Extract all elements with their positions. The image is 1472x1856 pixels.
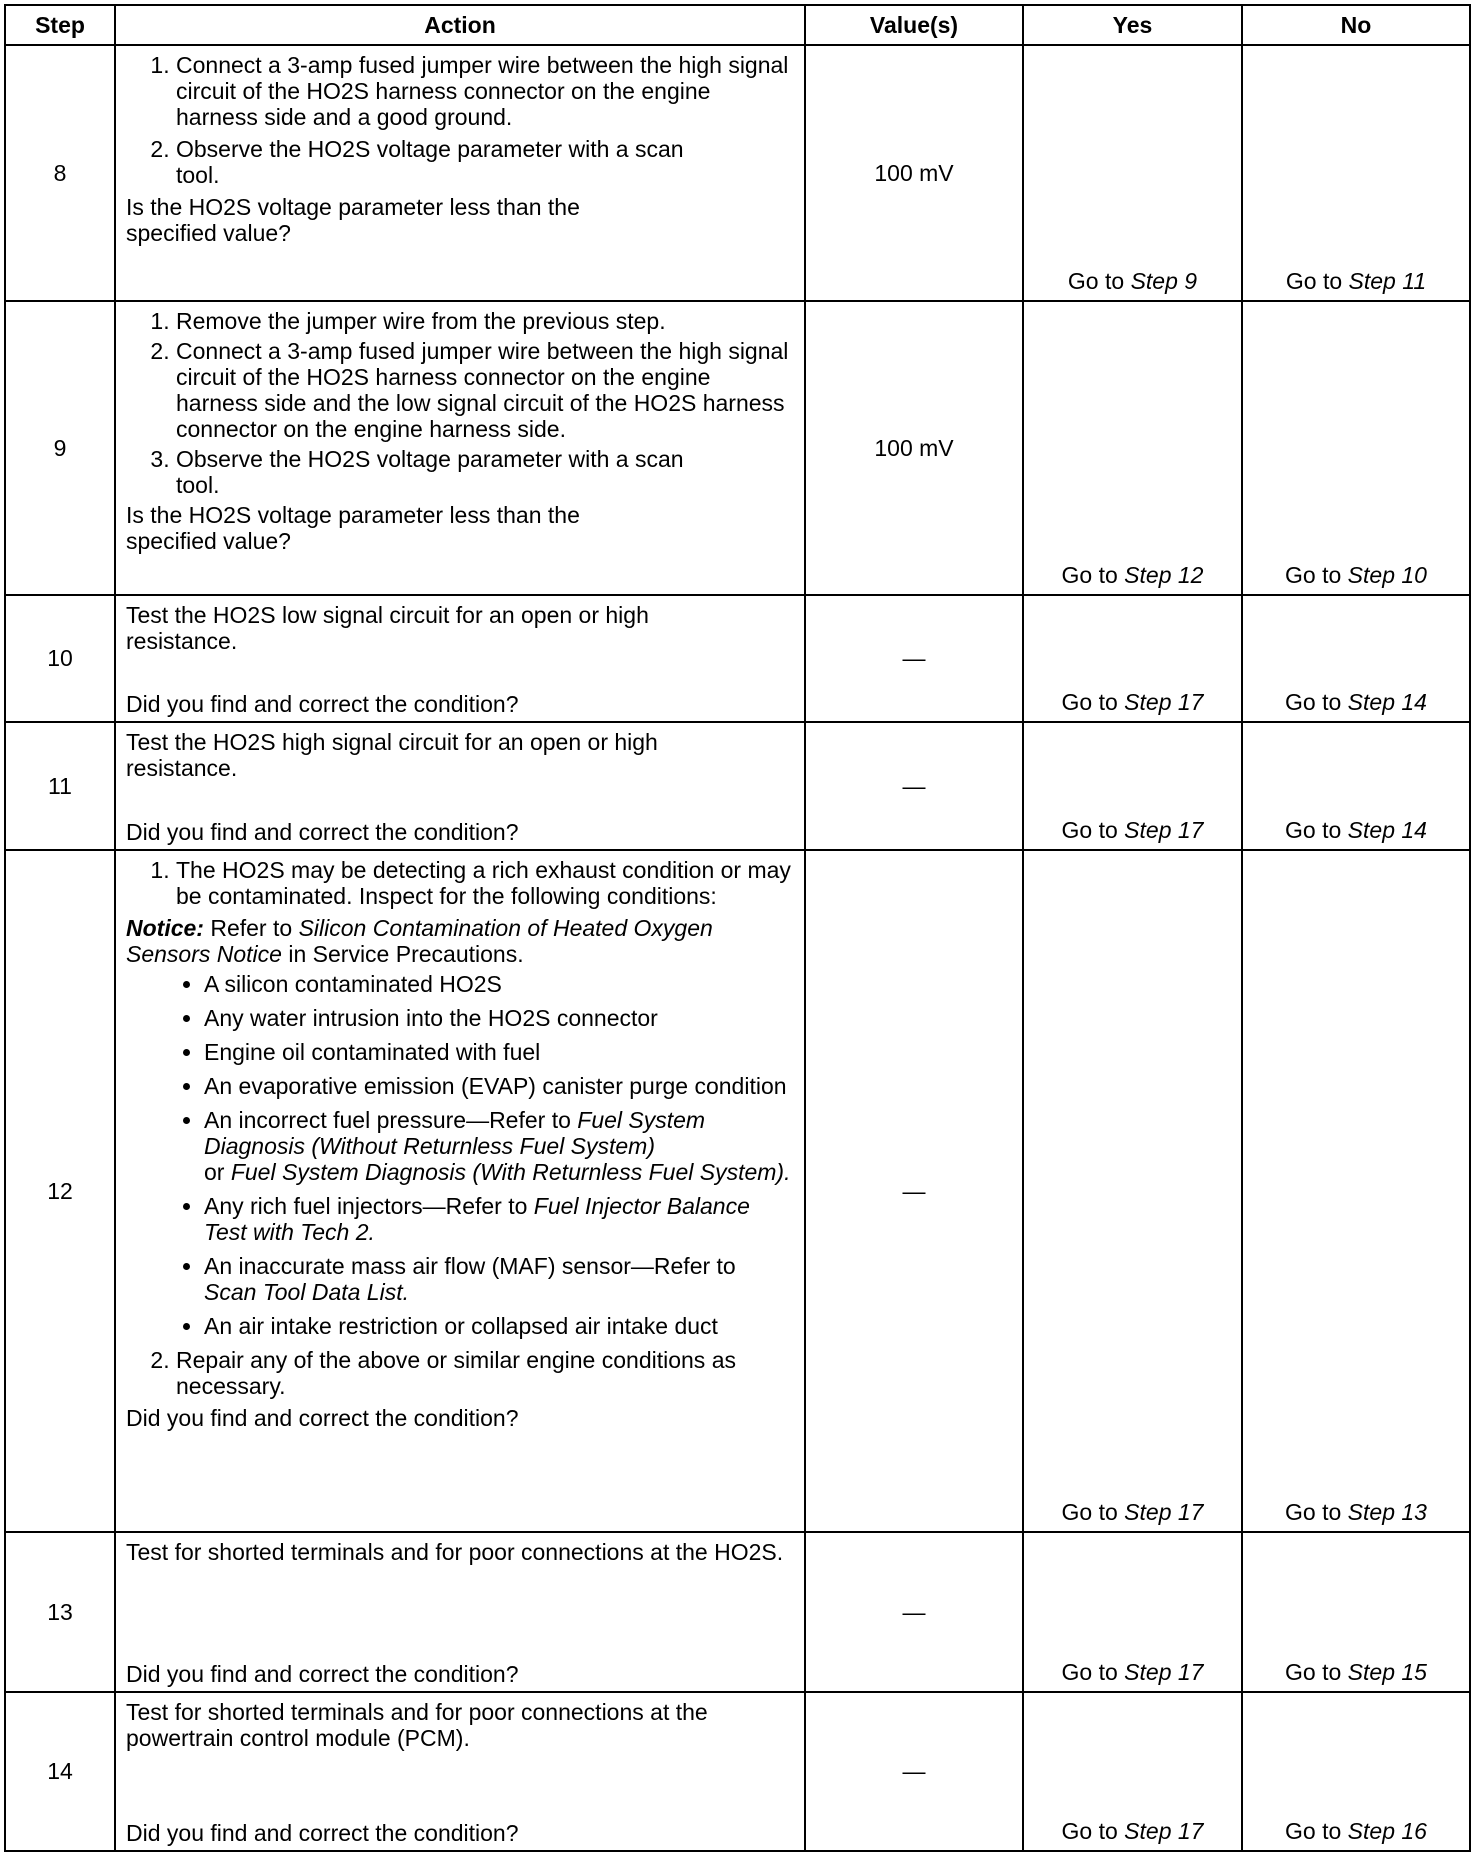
value-cell: — — [805, 1692, 1023, 1851]
go-to-label: Go to — [1061, 689, 1118, 716]
header-no: No — [1242, 5, 1470, 45]
step-number: 9 — [5, 301, 115, 595]
yes-cell — [1023, 595, 1242, 722]
step-number: 10 — [5, 595, 115, 722]
no-cell — [1242, 301, 1470, 595]
question-text: Did you find and correct the condition? — [126, 1820, 519, 1846]
diagnostic-table — [4, 4, 1471, 1852]
list-item: • Engine oil contaminated with fuel — [204, 1039, 794, 1065]
no-cell — [1242, 850, 1470, 1533]
action-cell — [115, 45, 805, 301]
table-row-step-12 — [5, 850, 1470, 1533]
header-step: Step — [5, 5, 115, 45]
list-item: • Any rich fuel injectors—Refer to Fuel Injector Balance Test with Tech 2. — [204, 1193, 794, 1245]
list-item: • An evaporative emission (EVAP) canister purge condition — [204, 1073, 794, 1099]
go-to-label: Go to — [1285, 268, 1343, 295]
injector-balance-link[interactable]: Fuel Injector Balance Test with Tech 2. — [204, 1192, 750, 1245]
yes-step-link[interactable]: Step 12 — [1124, 561, 1204, 588]
go-to-label: Go to — [1285, 1658, 1342, 1685]
header-values: Value(s) — [805, 5, 1023, 45]
no-step-link[interactable]: Step 13 — [1347, 1499, 1427, 1526]
action-text: Test for shorted terminals and for poor connections at the powertrain control module (PCM). — [126, 1698, 708, 1751]
no-step-link[interactable]: Step 14 — [1347, 816, 1427, 843]
value-cell: 100 mV — [805, 45, 1023, 301]
fuel-system-link-without[interactable]: Fuel System Diagnosis (Without Returnless Fuel System) — [204, 1106, 706, 1159]
no-cell — [1242, 595, 1470, 722]
no-cell — [1242, 722, 1470, 849]
question-text: Did you find and correct the condition? — [126, 1660, 519, 1687]
no-step-link[interactable]: Step 15 — [1347, 1658, 1427, 1685]
instruction-item: 1. Connect a 3-amp fused jumper wire between the high signal circuit of the HO2S harness connector on the engine harness side and a good ground. — [176, 52, 794, 130]
yes-cell — [1023, 850, 1242, 1533]
action-cell — [115, 301, 805, 595]
step-number: 12 — [5, 850, 115, 1533]
go-to-label: Go to — [1285, 816, 1342, 843]
question-text: Did you find and correct the condition? — [126, 818, 519, 845]
notice-link[interactable]: Silicon Contamination of Heated Oxygen Sensors Notice — [126, 914, 713, 967]
yes-cell — [1023, 1692, 1242, 1851]
step-number: 13 — [5, 1532, 115, 1691]
yes-step-link[interactable]: Step 17 — [1124, 816, 1204, 843]
instruction-list — [126, 1347, 794, 1399]
question-text: Is the HO2S voltage parameter less than the specified value? — [126, 502, 580, 555]
table-row-step-11 — [5, 722, 1470, 849]
table-row-step-8 — [5, 45, 1470, 301]
no-step-link[interactable]: Step 16 — [1347, 1818, 1427, 1844]
list-item: • An incorrect fuel pressure—Refer to Fuel System Diagnosis (Without Returnless Fuel System) or Fuel System Diagnosis (With Returnless Fuel System). — [204, 1107, 794, 1185]
table-row-step-10 — [5, 595, 1470, 722]
scan-tool-data-link[interactable]: Scan Tool Data List. — [204, 1278, 409, 1305]
yes-cell — [1023, 722, 1242, 849]
instruction-item: 1. The HO2S may be detecting a rich exhaust condition or may be contaminated. Inspect for the following conditions: — [176, 857, 794, 909]
list-item: • Any water intrusion into the HO2S connector — [204, 1005, 794, 1031]
yes-step-link[interactable]: Step 17 — [1124, 1658, 1204, 1685]
notice-text: Notice: Refer to Silicon Contamination of Heated Oxygen Sensors Notice in Service Precautions. — [126, 914, 713, 967]
yes-step-link[interactable]: Step 17 — [1124, 1499, 1204, 1526]
action-text: Test the HO2S low signal circuit for an open or high resistance. — [126, 601, 649, 654]
go-to-label: Go to — [1061, 1499, 1118, 1526]
list-item: • An air intake restriction or collapsed air intake duct — [204, 1313, 794, 1339]
table-row-step-14 — [5, 1692, 1470, 1851]
yes-step-link[interactable]: Step 17 — [1124, 1818, 1204, 1844]
table-row-step-9 — [5, 301, 1470, 595]
action-cell — [115, 1532, 805, 1691]
yes-cell — [1023, 301, 1242, 595]
go-to-label: Go to — [1067, 268, 1125, 295]
no-step-link[interactable]: Step 11 — [1348, 268, 1427, 295]
no-step-link[interactable]: Step 10 — [1347, 561, 1427, 588]
value-cell: — — [805, 722, 1023, 849]
question-text: Did you find and correct the condition? — [126, 1404, 519, 1431]
step-number: 8 — [5, 45, 115, 301]
instruction-item: 2. Repair any of the above or similar engine conditions as necessary. — [176, 1347, 794, 1399]
list-item: • An inaccurate mass air flow (MAF) sensor—Refer to Scan Tool Data List. — [204, 1253, 794, 1305]
yes-step-link[interactable]: Step 9 — [1130, 268, 1198, 295]
instruction-list — [126, 52, 794, 188]
yes-cell — [1023, 1532, 1242, 1691]
action-cell — [115, 1692, 805, 1851]
question-text: Did you find and correct the condition? — [126, 691, 519, 718]
instruction-item: 2. Connect a 3-amp fused jumper wire between the high signal circuit of the HO2S harness connector on the engine harness side and the low signal circuit of the HO2S harness connector on the engine harness side. — [176, 338, 794, 442]
go-to-label: Go to — [1061, 1818, 1118, 1844]
value-cell: — — [805, 595, 1023, 722]
step-number: 11 — [5, 722, 115, 849]
action-cell — [115, 595, 805, 722]
step-number: 14 — [5, 1692, 115, 1851]
no-step-link[interactable]: Step 14 — [1347, 689, 1427, 716]
go-to-label: Go to — [1061, 561, 1118, 588]
notice-label: Notice: — [126, 914, 204, 941]
header-action: Action — [115, 5, 805, 45]
instruction-list — [126, 308, 794, 498]
condition-list — [126, 971, 794, 1339]
no-cell — [1242, 45, 1470, 301]
list-item: • A silicon contaminated HO2S — [204, 971, 794, 997]
yes-step-link[interactable]: Step 17 — [1124, 689, 1204, 716]
value-cell: 100 mV — [805, 301, 1023, 595]
no-cell — [1242, 1692, 1470, 1851]
action-cell — [115, 722, 805, 849]
no-cell — [1242, 1532, 1470, 1691]
header-yes: Yes — [1023, 5, 1242, 45]
header-row — [5, 5, 1470, 45]
action-text: Test the HO2S high signal circuit for an open or high resistance. — [126, 729, 658, 782]
fuel-system-link-with[interactable]: Fuel System Diagnosis (With Returnless Fuel System). — [230, 1158, 791, 1185]
value-cell: — — [805, 850, 1023, 1533]
go-to-label: Go to — [1285, 689, 1342, 716]
instruction-list — [126, 857, 794, 909]
go-to-label: Go to — [1285, 1499, 1342, 1526]
value-cell: — — [805, 1532, 1023, 1691]
yes-cell — [1023, 45, 1242, 301]
instruction-item: 3. Observe the HO2S voltage parameter with a scan tool. — [176, 446, 794, 498]
action-cell — [115, 850, 805, 1533]
table-row-step-13 — [5, 1532, 1470, 1691]
instruction-item: 1. Remove the jumper wire from the previous step. — [176, 308, 794, 334]
go-to-label: Go to — [1285, 1818, 1342, 1844]
question-text: Is the HO2S voltage parameter less than the specified value? — [126, 194, 580, 246]
instruction-item: 2. Observe the HO2S voltage parameter with a scan tool. — [176, 136, 794, 188]
go-to-label: Go to — [1061, 1658, 1118, 1685]
go-to-label: Go to — [1061, 816, 1118, 843]
action-text: Test for shorted terminals and for poor connections at the HO2S. — [126, 1539, 784, 1566]
go-to-label: Go to — [1285, 561, 1342, 588]
